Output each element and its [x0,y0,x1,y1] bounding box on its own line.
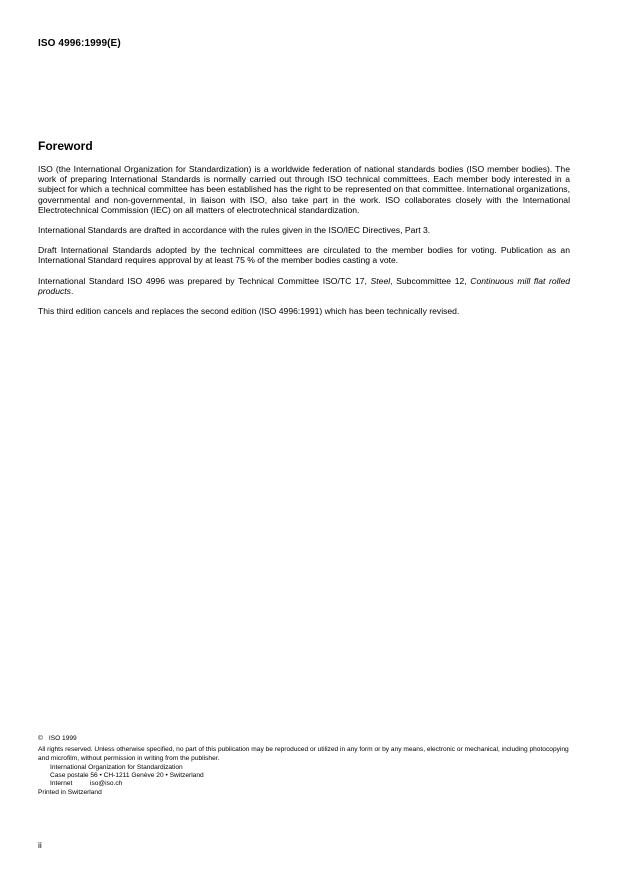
printed-in: Printed in Switzerland [38,788,102,796]
committee-prefix: International Standard ISO 4996 was prepared by Technical Committee ISO/TC 17, [38,275,367,286]
paragraph-edition: This third edition cancels and replaces the second edition (ISO 4996:1991) which has been technically revised. [38,306,460,317]
foreword-body [38,164,570,326]
copyright-footer [38,735,578,797]
org-name: International Organization for Standardization [50,763,183,771]
internet-email: iso@iso.ch [90,780,123,788]
rights-statement: All rights reserved. Unless otherwise specified, no part of this publication may be reproduced or utilized in any form or by any means, electronic or mechanical, including photocopying and microfilm, without permission in writing from the publisher. [38,746,569,762]
org-address: Case postale 56 • CH-1211 Genève 20 • Switzerland [50,772,204,780]
paragraph-committee [38,276,570,296]
section-title: Foreword [38,139,93,153]
committee-mid: , Subcommittee 12, [390,275,467,286]
subcommittee-name: Continuous mill flat rolled products [38,275,570,296]
page-number: ii [38,840,42,850]
copyright-line [38,735,578,743]
copyright-icon: © [38,735,43,742]
paragraph-iso-description: ISO (the International Organization for Standardization) is a worldwide federation of national standards bodies (ISO member bodies). The work of preparing International Standards is normally carried out through ISO technical committees. Each member body interested in a subject for which a technical committee has been established has the right to be represented on that committee. International organizations, governmental and non-governmental, in liaison with ISO, also take part in the work. ISO collaborates closely with the International Electrotechnical Commission (IEC) on all matters of electrotechnical standardization. [38,164,570,215]
internet-label: Internet [50,780,73,788]
document-id: ISO 4996:1999(E) [38,38,121,49]
committee-end: . [70,285,74,296]
committee-steel: Steel [370,275,391,286]
paragraph-directives: International Standards are drafted in accordance with the rules given in the ISO/IEC Directives, Part 3. [38,225,431,236]
copyright-text: ISO 1999 [48,735,77,742]
paragraph-voting: Draft International Standards adopted by the technical committees are circulated to the member bodies for voting. Publication as an International Standard requires approval by at least 75 % of the member bodies casting a vote. [38,245,570,266]
internet-line [38,780,578,788]
